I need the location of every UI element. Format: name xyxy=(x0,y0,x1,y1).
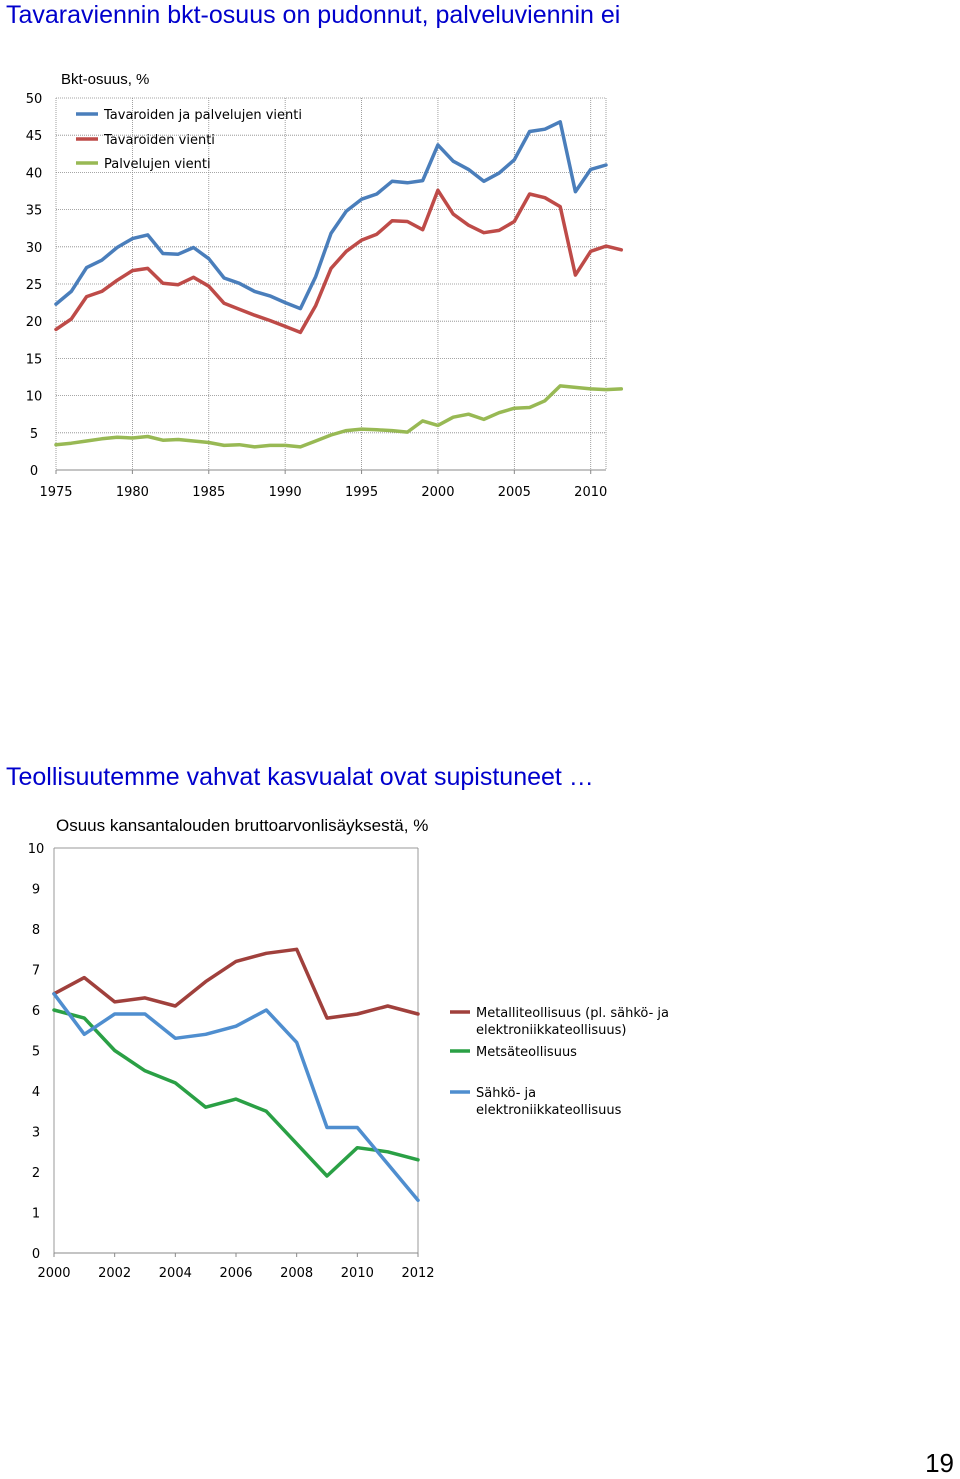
chart1-y-tick-label: 10 xyxy=(25,389,43,405)
chart1-y-tick-label: 35 xyxy=(25,203,43,219)
chart1-legend-label-3: Palvelujen vienti xyxy=(104,157,211,172)
chart2-y-tick-label: 8 xyxy=(31,923,41,938)
page-number: 19 xyxy=(925,1448,954,1478)
chart1-y-tick-label: 15 xyxy=(25,352,43,368)
chart2-x-tick-label: 2000 xyxy=(37,1266,71,1281)
chart1-x-tick-label: 2010 xyxy=(574,485,608,500)
chart2-x-tick-label: 2012 xyxy=(401,1266,435,1281)
chart2-legend-label-1: elektroniikkateollisuus) xyxy=(476,1023,627,1038)
chart2-x-tick-label: 2010 xyxy=(340,1266,374,1281)
chart1-x-tick-label: 1990 xyxy=(268,485,302,500)
chart2-series-line-2 xyxy=(54,1010,418,1176)
chart2-y-tick-label: 6 xyxy=(31,1004,41,1019)
chart1-y-tick-label: 20 xyxy=(25,315,43,331)
chart2-x-tick-label: 2006 xyxy=(219,1266,253,1281)
chart2-series-line-1 xyxy=(54,949,418,1018)
chart1-subtitle: Bkt-osuus, % xyxy=(61,71,150,88)
chart1-x-tick-label: 1980 xyxy=(115,485,149,500)
chart1-x-tick-label: 1975 xyxy=(39,485,73,500)
chart1-y-tick-label: 40 xyxy=(25,166,43,182)
chart2-legend-label-3: Sähkö- ja xyxy=(476,1086,537,1101)
chart2-legend-label-2: Metsäteollisuus xyxy=(476,1045,577,1060)
chart2-legend-label-1: Metalliteollisuus (pl. sähkö- ja xyxy=(476,1006,669,1021)
chart2-legend-label-3: elektroniikkateollisuus xyxy=(476,1103,622,1118)
chart1-y-tick-label: 30 xyxy=(25,240,43,256)
chart2-series-line-3 xyxy=(54,994,418,1201)
chart1-x-tick-label: 1995 xyxy=(345,485,379,500)
chart2-y-tick-label: 10 xyxy=(27,842,45,857)
chart2-y-tick-label: 4 xyxy=(31,1085,41,1100)
chart2-y-tick-label: 0 xyxy=(31,1247,41,1262)
chart1-y-tick-label: 0 xyxy=(29,464,39,479)
chart1-x-tick-label: 2000 xyxy=(421,485,455,500)
chart1-x-tick-label: 2005 xyxy=(497,485,531,500)
chart2-x-tick-label: 2002 xyxy=(98,1266,132,1281)
chart1-x-tick-label: 1985 xyxy=(192,485,226,500)
slide-title-industry: Teollisuutemme vahvat kasvualat ovat supistuneet … xyxy=(6,763,594,791)
chart1-y-tick-label: 50 xyxy=(25,92,43,107)
chart2-subtitle: Osuus kansantalouden bruttoarvonlisäyksestä, % xyxy=(56,816,429,835)
chart1-y-tick-label: 45 xyxy=(25,129,43,145)
chart2-y-tick-label: 3 xyxy=(31,1125,41,1141)
chart2-x-tick-label: 2004 xyxy=(158,1266,192,1281)
chart1-y-tick-label: 5 xyxy=(29,426,39,442)
chart1-legend-label-1: Tavaroiden ja palvelujen vienti xyxy=(104,108,302,123)
chart1-y-tick-label: 25 xyxy=(25,278,43,293)
chart2-x-tick-label: 2008 xyxy=(280,1266,314,1281)
chart2-y-tick-label: 1 xyxy=(31,1206,41,1222)
chart1-legend-label-2: Tavaroiden vienti xyxy=(104,133,215,148)
slide-title-exports: Tavaraviennin bkt-osuus on pudonnut, palveluviennin ei xyxy=(6,1,621,29)
chart2-y-tick-label: 5 xyxy=(31,1044,41,1060)
chart2-y-tick-label: 7 xyxy=(31,963,41,979)
chart2-y-tick-label: 2 xyxy=(31,1166,41,1181)
chart2-y-tick-label: 9 xyxy=(31,882,41,898)
